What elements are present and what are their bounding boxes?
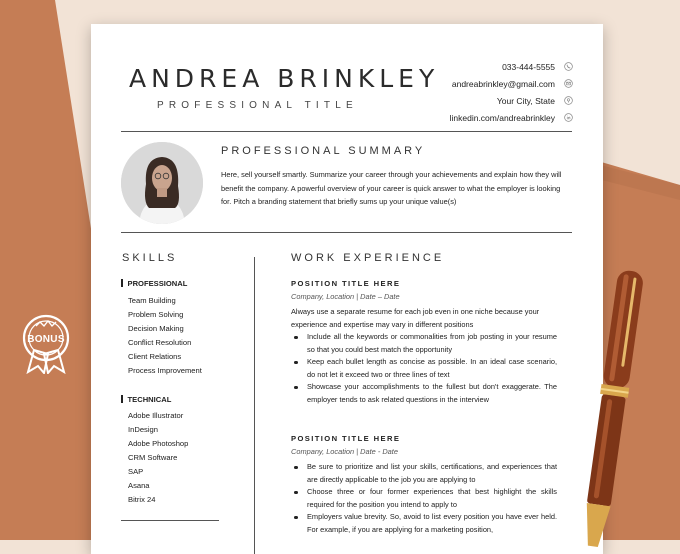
skill-item: Asana xyxy=(128,481,150,490)
job-bullet: Be sure to prioritize and list your skills, certifications, and experiences that are directly applicable to the job you are applying to xyxy=(291,461,557,486)
skill-item: Decision Making xyxy=(128,324,184,333)
candidate-name: ANDREA BRINKLEY xyxy=(129,64,440,93)
job-title: POSITION TITLE HERE xyxy=(291,279,401,288)
skill-item: SAP xyxy=(128,467,144,476)
badge-label: BONUS xyxy=(27,334,65,345)
contact-block xyxy=(450,58,573,126)
skills-bottom-divider xyxy=(121,520,219,521)
job-meta: Company, Location | Date - Date xyxy=(291,447,398,456)
summary-heading: PROFESSIONAL SUMMARY xyxy=(221,145,426,157)
pen-image xyxy=(560,258,670,548)
location-icon xyxy=(564,96,573,105)
job-bullet: Showcase your accomplishments to the fullest but don't exaggerate. The employer tends to ask related questions in the interview xyxy=(291,381,557,406)
skill-category-professional xyxy=(121,279,187,288)
contact-email xyxy=(450,75,573,92)
professional-title: PROFESSIONAL TITLE xyxy=(157,100,358,111)
job-title: POSITION TITLE HERE xyxy=(291,434,401,443)
summary-divider xyxy=(121,232,572,233)
skill-item: Adobe Photoshop xyxy=(128,439,189,448)
job-bullet-list xyxy=(291,461,557,537)
header-divider xyxy=(121,131,572,132)
job-bullet: Include all the keywords or commonalities from job posting in your resume so that you could best match the opportunity xyxy=(291,331,557,356)
category-marker xyxy=(121,395,123,403)
skill-item: Bitrix 24 xyxy=(128,495,156,504)
contact-location xyxy=(450,92,573,109)
job-meta: Company, Location | Date – Date xyxy=(291,292,400,301)
linkedin-text: linkedin.com/andreabrinkley xyxy=(449,112,555,123)
skill-item: Team Building xyxy=(128,296,176,305)
email-text: andreabrinkley@gmail.com xyxy=(451,78,555,89)
skill-item: Adobe Illustrator xyxy=(128,411,184,420)
job-bullet: Choose three or four former experiences that best highlight the skills required for the position you intend to apply to xyxy=(291,486,557,511)
profile-photo xyxy=(121,142,203,224)
email-icon xyxy=(564,79,573,88)
experience-heading: WORK EXPERIENCE xyxy=(291,252,445,264)
skill-item: InDesign xyxy=(128,425,158,434)
job-bullet-list xyxy=(291,331,557,407)
location-text: Your City, State xyxy=(496,95,555,106)
contact-phone xyxy=(450,58,573,75)
category-label: PROFESSIONAL xyxy=(127,279,188,288)
professional-skill-list xyxy=(128,294,202,378)
column-divider xyxy=(254,257,255,554)
job-intro: Always use a separate resume for each job even in one niche because your experience and expertise may vary in different positions xyxy=(291,307,540,329)
linkedin-icon xyxy=(564,113,573,122)
skill-category-technical xyxy=(121,395,171,404)
job-bullet: Employers value brevity. So, avoid to list every position you have ever held. For example, if you are applying for a marketing position, xyxy=(291,511,557,536)
bonus-badge xyxy=(18,312,74,374)
summary-text: Here, sell yourself smartly. Summarize your career through your achievements and explain how they will benefit the company. A powerful overview of your career is quick answer to what the employer is looking for. Pitch a branding statement that briefly sums up your unique value(s) xyxy=(221,170,562,207)
skill-item: Client Relations xyxy=(128,352,182,361)
contact-linkedin xyxy=(450,109,573,126)
phone-icon xyxy=(564,62,573,71)
job-bullet: Keep each bullet length as concise as possible. In an ideal case scenario, do not let it exceed two or three lines of text xyxy=(291,356,557,381)
skill-item: Process Improvement xyxy=(128,366,202,375)
skill-item: CRM Software xyxy=(128,453,178,462)
category-marker xyxy=(121,279,123,287)
phone-text: 033-444-5555 xyxy=(502,61,555,72)
category-label: TECHNICAL xyxy=(127,395,172,404)
skills-heading: SKILLS xyxy=(122,252,178,264)
technical-skill-list xyxy=(128,409,188,507)
skill-item: Conflict Resolution xyxy=(128,338,192,347)
skill-item: Problem Solving xyxy=(128,310,184,319)
resume-page xyxy=(91,24,603,554)
